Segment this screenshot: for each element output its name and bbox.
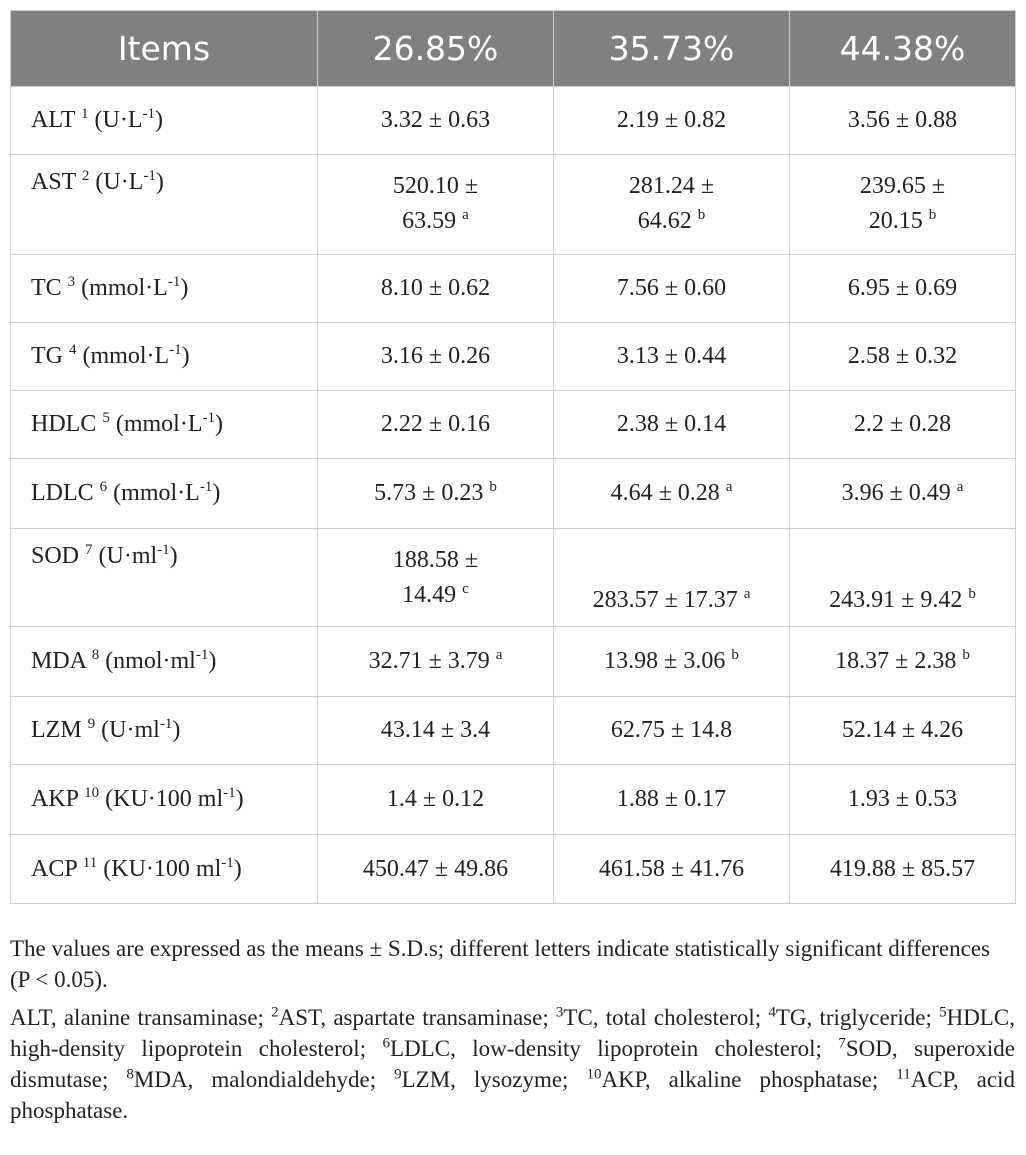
item-unit-close: ) xyxy=(169,543,178,569)
value-text: 1.88 ± 0.17 xyxy=(616,786,727,812)
item-footnote-ref: 6 xyxy=(99,479,108,495)
value-text: 8.10 ± 0.62 xyxy=(380,275,491,301)
item-unit-close: ) xyxy=(181,343,190,369)
value-text-cont: 64.62 xyxy=(637,208,692,234)
significance-letter: a xyxy=(495,647,503,663)
value-cell xyxy=(554,697,790,765)
value-text: 2.58 ± 0.32 xyxy=(847,343,958,369)
item-unit-exponent: -1 xyxy=(169,342,182,358)
value-text-cont: 14.49 xyxy=(402,582,457,608)
abbrev-text: TG, triglyceride; xyxy=(775,1005,940,1030)
row-label xyxy=(11,459,318,529)
table-row xyxy=(11,765,1016,835)
abbrev-text: ACP, acid phosphatase. xyxy=(10,1067,1015,1123)
item-footnote-ref: 2 xyxy=(81,168,90,184)
item-footnote-ref: 8 xyxy=(91,647,100,663)
abbrev-text: TC, total cholesterol; xyxy=(563,1005,769,1030)
value-text-cont: 63.59 xyxy=(402,208,457,234)
value-cell xyxy=(318,627,554,697)
table-row xyxy=(11,529,1016,627)
abbrev-ref: 6 xyxy=(382,1035,391,1052)
value-text: 3.96 ± 0.49 xyxy=(841,480,951,506)
item-footnote-ref: 1 xyxy=(81,106,89,122)
value-text: 2.19 ± 0.82 xyxy=(616,107,727,133)
table-body xyxy=(11,87,1016,904)
item-footnote-ref: 9 xyxy=(87,716,96,732)
value-cell xyxy=(318,835,554,904)
abbrev-ref: 3 xyxy=(555,1004,564,1021)
item-unit-close: ) xyxy=(180,275,189,301)
value-text: 239.65 ± xyxy=(859,173,946,199)
item-unit-exponent: -1 xyxy=(199,479,213,495)
value-text: 1.4 ± 0.12 xyxy=(386,786,485,812)
value-text: 3.13 ± 0.44 xyxy=(616,343,727,369)
table-row xyxy=(11,697,1016,765)
value-text: 450.47 ± 49.86 xyxy=(362,855,509,882)
value-text: 281.24 ± xyxy=(628,173,715,199)
item-unit-close: ) xyxy=(215,411,223,437)
value-text: 7.56 ± 0.60 xyxy=(616,275,727,301)
item-unit: (U·L xyxy=(95,169,144,195)
value-text: 5.73 ± 0.23 xyxy=(374,480,484,506)
table-row xyxy=(11,87,1016,155)
item-name: LZM xyxy=(31,717,82,743)
row-label xyxy=(11,765,318,835)
item-unit-exponent: -1 xyxy=(157,542,170,558)
significance-letter: b xyxy=(928,207,937,223)
item-name: ACP xyxy=(31,855,77,882)
table-row xyxy=(11,255,1016,323)
item-name: AKP xyxy=(31,786,79,812)
table-header xyxy=(11,11,1016,87)
value-text: 3.16 ± 0.26 xyxy=(380,343,491,369)
abbrev-ref: 10 xyxy=(586,1066,602,1083)
item-footnote-ref: 4 xyxy=(69,342,77,358)
value-cell xyxy=(318,155,554,255)
significance-letter: a xyxy=(956,479,964,495)
significance-letter: b xyxy=(489,479,497,495)
header-row xyxy=(11,11,1016,87)
value-text-cont: 20.15 xyxy=(868,208,923,234)
row-label xyxy=(11,323,318,391)
value-text: 520.10 ± xyxy=(392,173,479,199)
significance-letter: b xyxy=(697,207,706,223)
value-text: 419.88 ± 85.57 xyxy=(829,855,976,882)
header-group-1: 26.85% xyxy=(318,11,554,87)
table-row xyxy=(11,323,1016,391)
item-footnote-ref: 11 xyxy=(82,854,98,871)
significance-letter: b xyxy=(962,647,970,663)
value-cell xyxy=(554,323,790,391)
item-unit: (U·ml xyxy=(101,717,160,743)
item-unit: (mmol·L xyxy=(82,343,170,369)
significance-letter: b xyxy=(731,647,739,663)
value-cell xyxy=(318,529,554,627)
value-cell xyxy=(790,627,1016,697)
table-row xyxy=(11,155,1016,255)
value-text: 43.14 ± 3.4 xyxy=(380,717,491,743)
item-name: MDA xyxy=(31,648,86,674)
significance-letter: b xyxy=(968,586,976,602)
value-cell xyxy=(790,87,1016,155)
value-cell xyxy=(790,323,1016,391)
value-cell xyxy=(318,391,554,459)
abbrev-text: LZM, lysozyme; xyxy=(401,1067,587,1092)
abbrev-text: LDLC, low-density lipoprotein cholesterol; xyxy=(390,1036,839,1061)
value-text: 3.56 ± 0.88 xyxy=(847,107,958,133)
significance-letter: a xyxy=(725,479,733,495)
item-unit-close: ) xyxy=(233,855,242,882)
item-unit: (mmol·L xyxy=(81,275,168,301)
row-label xyxy=(11,835,318,904)
value-text: 188.58 ± xyxy=(392,547,479,573)
item-unit-exponent: -1 xyxy=(221,854,234,871)
value-text: 2.2 ± 0.28 xyxy=(853,411,952,437)
abbrev-text: AST, aspartate transaminase; xyxy=(278,1005,556,1030)
value-text: 4.64 ± 0.28 xyxy=(610,480,720,506)
value-cell xyxy=(318,323,554,391)
abbrev-ref: 9 xyxy=(394,1066,402,1083)
value-cell xyxy=(790,765,1016,835)
value-text: 6.95 ± 0.69 xyxy=(847,275,958,301)
value-cell xyxy=(790,391,1016,459)
value-cell xyxy=(790,459,1016,529)
value-cell xyxy=(318,459,554,529)
value-cell xyxy=(554,529,790,627)
value-cell xyxy=(554,155,790,255)
item-unit-exponent: -1 xyxy=(143,168,156,184)
item-footnote-ref: 5 xyxy=(102,410,110,426)
value-cell xyxy=(790,155,1016,255)
abbrev-text: AKP, alkaline phosphatase; xyxy=(601,1067,897,1092)
value-text: 32.71 ± 3.79 xyxy=(368,648,490,674)
item-unit-exponent: -1 xyxy=(159,716,173,732)
significance-letter: a xyxy=(462,207,469,223)
row-label xyxy=(11,155,318,255)
value-text: 2.38 ± 0.14 xyxy=(616,411,727,437)
item-name: TG xyxy=(31,343,63,369)
item-name: TC xyxy=(31,275,62,301)
abbrev-ref: 11 xyxy=(896,1066,911,1083)
value-cell xyxy=(318,255,554,323)
value-text: 3.32 ± 0.63 xyxy=(380,107,491,133)
item-name: ALT xyxy=(31,107,76,133)
value-text: 18.37 ± 2.38 xyxy=(835,648,957,674)
header-group-3: 44.38% xyxy=(790,11,1016,87)
item-name: LDLC xyxy=(31,480,94,506)
item-unit: (U·L xyxy=(94,107,143,133)
table-row xyxy=(11,627,1016,697)
abbrev-text: ALT, alanine transaminase; xyxy=(10,1005,272,1030)
item-unit-exponent: -1 xyxy=(202,410,215,426)
abbrev-ref: 5 xyxy=(939,1004,947,1021)
value-text: 13.98 ± 3.06 xyxy=(604,648,726,674)
value-cell xyxy=(790,835,1016,904)
item-name: SOD xyxy=(31,543,80,569)
value-text: 1.93 ± 0.53 xyxy=(847,786,958,812)
item-unit-close: ) xyxy=(155,107,163,133)
item-footnote-ref: 3 xyxy=(67,274,76,290)
value-cell xyxy=(318,87,554,155)
item-unit-close: ) xyxy=(208,648,217,674)
item-footnote-ref: 10 xyxy=(84,785,100,801)
significance-letter: c xyxy=(462,581,469,597)
value-cell xyxy=(554,627,790,697)
value-text: 243.91 ± 9.42 xyxy=(829,587,963,613)
item-unit: (mmol·L xyxy=(113,480,200,506)
value-cell xyxy=(790,529,1016,627)
value-text: 62.75 ± 14.8 xyxy=(610,717,733,743)
item-unit-close: ) xyxy=(212,480,221,506)
value-cell xyxy=(318,765,554,835)
row-label xyxy=(11,697,318,765)
footnote-abbreviations xyxy=(10,1002,1015,1126)
value-text: 283.57 ± 17.37 xyxy=(592,587,738,613)
table-row xyxy=(11,835,1016,904)
item-unit-exponent: -1 xyxy=(223,785,236,801)
item-name: AST xyxy=(31,169,76,195)
item-name: HDLC xyxy=(31,411,97,437)
item-unit-close: ) xyxy=(235,786,244,812)
data-table xyxy=(10,10,1016,904)
abbrev-text: MDA, malondialdehyde; xyxy=(133,1067,395,1092)
item-unit-close: ) xyxy=(172,717,181,743)
footnote-statistics: The values are expressed as the means ± S.D.s; different letters indicate statistically significant differences (P < 0.05). xyxy=(10,936,990,992)
value-cell xyxy=(554,459,790,529)
value-cell xyxy=(554,255,790,323)
item-unit-close: ) xyxy=(155,169,164,195)
abbrev-ref: 2 xyxy=(271,1004,279,1021)
value-cell xyxy=(318,697,554,765)
item-unit-exponent: -1 xyxy=(167,274,181,290)
abbrev-ref: 7 xyxy=(838,1035,846,1052)
value-cell xyxy=(554,391,790,459)
abbrev-text: HDLC, high-density lipoprotein cholesterol; xyxy=(10,1005,1015,1061)
item-unit: (nmol·ml xyxy=(105,648,196,674)
row-label xyxy=(11,529,318,627)
item-unit: (U·ml xyxy=(98,543,158,569)
value-text: 461.58 ± 41.76 xyxy=(598,855,745,882)
value-cell xyxy=(554,87,790,155)
abbrev-ref: 4 xyxy=(768,1004,776,1021)
value-text: 2.22 ± 0.16 xyxy=(380,411,491,437)
row-label xyxy=(11,87,318,155)
value-cell xyxy=(554,835,790,904)
significance-letter: a xyxy=(743,586,751,602)
value-cell xyxy=(554,765,790,835)
table-footnotes xyxy=(10,933,1015,1126)
table-row xyxy=(11,391,1016,459)
header-items: Items xyxy=(11,11,318,87)
abbrev-text: SOD, superoxide dismutase; xyxy=(10,1036,1015,1092)
item-unit: (KU·100 ml xyxy=(105,786,224,812)
item-footnote-ref: 7 xyxy=(85,542,93,558)
item-unit: (mmol·L xyxy=(115,411,203,437)
table-row xyxy=(11,459,1016,529)
abbrev-ref: 8 xyxy=(126,1066,134,1083)
item-unit-exponent: -1 xyxy=(142,106,155,122)
row-label xyxy=(11,627,318,697)
item-unit: (KU·100 ml xyxy=(103,855,222,882)
item-unit-exponent: -1 xyxy=(195,647,209,663)
value-cell xyxy=(790,697,1016,765)
header-group-2: 35.73% xyxy=(554,11,790,87)
value-cell xyxy=(790,255,1016,323)
value-text: 52.14 ± 4.26 xyxy=(841,717,964,743)
row-label xyxy=(11,391,318,459)
row-label xyxy=(11,255,318,323)
